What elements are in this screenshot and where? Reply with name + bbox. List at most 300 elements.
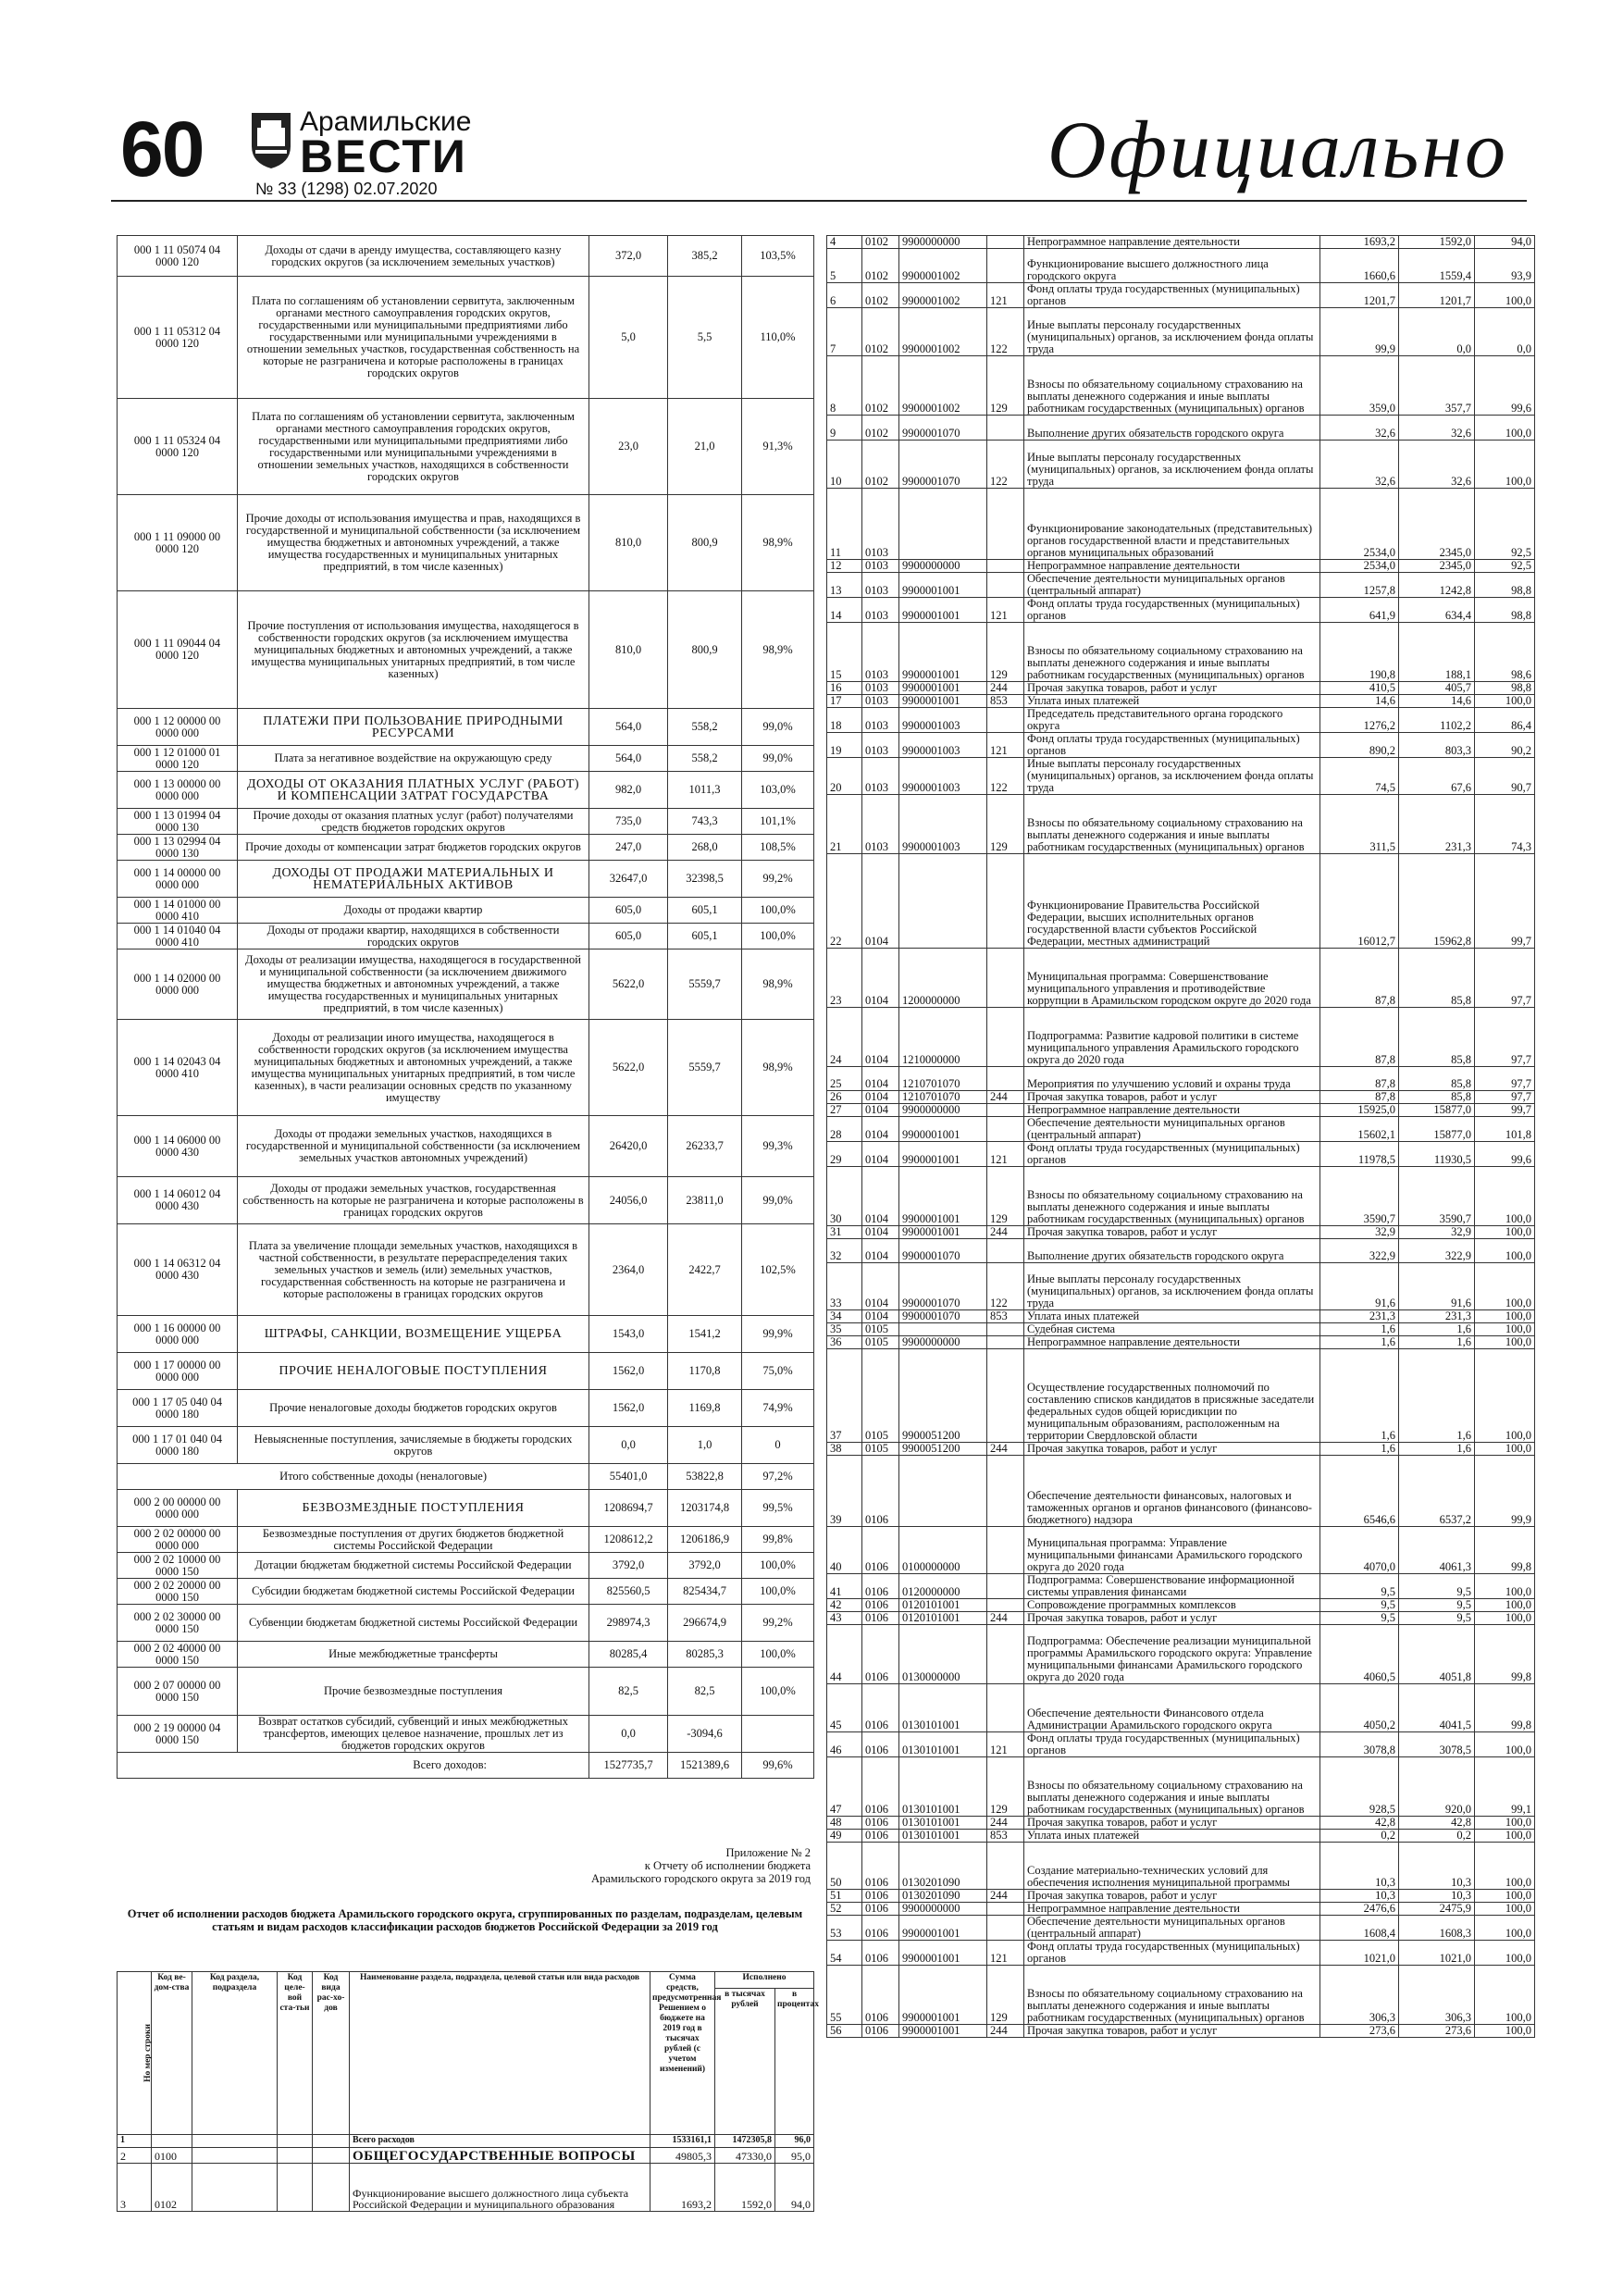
expense-sum: 2534,0 [1320,489,1399,560]
income-percent: 100,0% [742,924,814,949]
expense-executed: 1,6 [1399,1349,1475,1443]
expense-name: Обеспечение деятельности муниципальных органов (центральный аппарат) [1024,1117,1320,1142]
expense-cs-code: 9900000000 [899,560,987,573]
expense-row [827,695,1535,708]
expense-row [827,1167,1535,1226]
expense-razdel-code: 0103 [862,795,899,854]
expense-vr-code: 129 [987,1757,1024,1817]
expense-executed: 85,8 [1399,949,1475,1008]
expense-vr-code: 129 [987,623,1024,682]
expense-row [827,1890,1535,1903]
expense-vr-code [987,949,1024,1008]
income-plan: 55401,0 [589,1464,668,1490]
expense-cs-code: 9900001001 [899,598,987,623]
income-name: Прочие доходы от оказания платных услуг (работ) получателями средств бюджетов городских округов [238,809,589,835]
expense-name: Фонд оплаты труда государственных (муниципальных) органов [1024,598,1320,623]
expense-executed: 47330,0 [715,2147,775,2163]
expense-razdel-code: 0104 [862,1239,899,1263]
income-code: 000 1 17 00000 00 0000 000 [118,1353,238,1390]
income-fact: 26233,7 [668,1116,742,1177]
expense-row [827,1456,1535,1527]
income-code: 000 1 14 02000 00 0000 000 [118,949,238,1020]
income-code: 000 1 12 01000 01 0000 120 [118,746,238,772]
expense-cs-code: 9900001001 [899,1966,987,2025]
income-table [117,235,814,1779]
expense-executed: 803,3 [1399,733,1475,758]
expense-percent: 99,7 [1475,854,1535,949]
expense-row [827,1117,1535,1142]
expense-number: 2 [118,2147,152,2163]
expense-row [827,1941,1535,1966]
expense-name: Функционирование законодательных (представительных) органов государственной власти и представительных органов муниципальных образований [1024,489,1320,560]
expense-name: Сопровождение программных комплексов [1024,1599,1320,1612]
income-fact: 2422,7 [668,1224,742,1316]
expense-row [827,1843,1535,1890]
expense-razdel-code: 0104 [862,1310,899,1323]
expense-executed: 1472305,8 [715,2135,775,2148]
expenses-table-right [826,235,1535,2038]
income-row [118,1177,814,1224]
expense-razdel-code: 0104 [862,1142,899,1167]
income-fact: 558,2 [668,709,742,746]
expense-razdel-code: 0106 [862,1456,899,1527]
expense-razdel-code: 0104 [862,1067,899,1091]
expense-vr-code: 121 [987,598,1024,623]
expense-row [827,249,1535,283]
income-code: 000 2 19 00000 04 0000 150 [118,1716,238,1753]
expense-row [827,1091,1535,1104]
expense-sum: 306,3 [1320,1966,1399,2025]
expense-sum: 14,6 [1320,695,1399,708]
expense-percent: 74,3 [1475,795,1535,854]
expense-razdel-code: 0104 [862,949,899,1008]
expense-executed: 3078,5 [1399,1732,1475,1757]
expense-number: 20 [827,758,862,795]
expense-sum: 9,5 [1320,1574,1399,1599]
expense-executed: 306,3 [1399,1966,1475,2025]
expense-percent: 0,0 [1475,308,1535,356]
expense-vr-code [987,1239,1024,1263]
expense-executed: 1201,7 [1399,283,1475,308]
expense-number: 24 [827,1008,862,1067]
expense-number: 9 [827,416,862,441]
expense-number: 54 [827,1941,862,1966]
expense-vr-code [987,1527,1024,1574]
expense-percent: 99,1 [1475,1757,1535,1817]
income-code: 000 1 17 01 040 04 0000 180 [118,1427,238,1464]
expense-number: 17 [827,695,862,708]
income-name: ПЛАТЕЖИ ПРИ ПОЛЬЗОВАНИЕ ПРИРОДНЫМИ РЕСУРСАМИ [238,709,589,746]
income-name: Доходы от сдачи в аренду имущества, составляющего казну городских округов (за исключением земельных участков) [238,236,589,277]
expense-executed: 1592,0 [1399,236,1475,249]
income-percent: 103,5% [742,236,814,277]
expense-number: 8 [827,356,862,416]
expense-vr-code [987,560,1024,573]
expense-name: Непрограммное направление деятельности [1024,560,1320,573]
expense-cs-code: 0130201090 [899,1843,987,1890]
expense-sum: 9,5 [1320,1612,1399,1625]
expense-name: Выполнение других обязательств городского округа [1024,1239,1320,1263]
income-plan: 298974,3 [589,1605,668,1642]
expense-name: Непрограммное направление деятельности [1024,236,1320,249]
expense-cs-code: 9900001070 [899,1263,987,1310]
expense-number: 55 [827,1966,862,2025]
expense-percent: 100,0 [1475,1843,1535,1890]
expense-razdel-code: 0104 [862,1117,899,1142]
expense-name: Взносы по обязательному социальному страхованию на выплаты денежного содержания и иные выплаты работникам государственных (муниципальных) органов [1024,1966,1320,2025]
income-row [118,898,814,924]
expense-executed: 32,6 [1399,441,1475,489]
income-row [118,1668,814,1716]
expense-razdel-code: 0104 [862,1008,899,1067]
expense-percent: 100,0 [1475,1226,1535,1239]
expense-sum: 1693,2 [650,2163,715,2211]
expense-ved-code: 0102 [152,2163,192,2211]
expense-row [827,1008,1535,1067]
income-plan: 605,0 [589,924,668,949]
income-name: ПРОЧИЕ НЕНАЛОГОВЫЕ ПОСТУПЛЕНИЯ [238,1353,589,1390]
income-fact: 1011,3 [668,772,742,809]
income-plan: 825560,5 [589,1579,668,1605]
expense-row [827,1310,1535,1323]
income-percent: 100,0% [742,898,814,924]
header-exec-pct: в процентах [775,1989,814,2135]
expense-sum: 16012,7 [1320,854,1399,949]
expense-number: 46 [827,1732,862,1757]
expense-sum: 9,5 [1320,1599,1399,1612]
income-name: Плата по соглашениям об установлении сервитута, заключенным органами местного самоуправления городских округов, государственными или муниципальными предприятиями либо государственными или муниципальными учреждениями в отношении земельных участков, государственная собственность на которые не разграничена и которые расположены в границах городских округов [238,277,589,399]
expense-row [827,573,1535,598]
expense-razdel-code: 0105 [862,1336,899,1349]
income-code: 000 2 02 20000 00 0000 150 [118,1579,238,1605]
expense-percent: 100,0 [1475,416,1535,441]
expense-cs-code: 9900001001 [899,1142,987,1167]
expense-sum: 32,6 [1320,416,1399,441]
income-plan: 810,0 [589,591,668,709]
income-fact: 21,0 [668,399,742,495]
expense-number: 47 [827,1757,862,1817]
expense-sum: 1201,7 [1320,283,1399,308]
income-percent: 100,0% [742,1642,814,1668]
income-code: 000 1 13 01994 04 0000 130 [118,809,238,835]
expense-vr-code [987,1104,1024,1117]
expense-cs-code: 9900001070 [899,1310,987,1323]
income-fact: 3792,0 [668,1553,742,1579]
income-fact: 605,1 [668,924,742,949]
expense-sum: 641,9 [1320,598,1399,623]
expense-cs-code: 9900001001 [899,623,987,682]
expense-vr-code: 244 [987,1226,1024,1239]
expense-vr-code [987,1843,1024,1890]
income-percent: 99,6% [742,1753,814,1779]
expense-executed: 10,3 [1399,1843,1475,1890]
page-number: 60 [120,105,204,192]
expense-vr-code [987,1574,1024,1599]
expense-razdel-code: 0106 [862,1612,899,1625]
income-percent: 98,9% [742,1020,814,1116]
income-plan: 24056,0 [589,1177,668,1224]
expense-cs-code: 0130101001 [899,1830,987,1843]
expense-cs-code: 9900001002 [899,356,987,416]
expense-sum: 322,9 [1320,1239,1399,1263]
expense-razdel-code: 0104 [862,1167,899,1226]
expense-row [827,283,1535,308]
expense-name: Обеспечение деятельности Финансового отдела Администрации Арамильского городского округа [1024,1684,1320,1732]
expense-row [827,1732,1535,1757]
income-row [118,861,814,898]
expense-executed: 91,6 [1399,1263,1475,1310]
income-fact: 1521389,6 [668,1753,742,1779]
expense-executed: 231,3 [1399,1310,1475,1323]
expense-razdel-code: 0104 [862,1091,899,1104]
expense-cs-code: 0130101001 [899,1684,987,1732]
expense-razdel-code: 0104 [862,854,899,949]
income-code: 000 2 02 00000 00 0000 000 [118,1527,238,1553]
expense-razdel-code: 0106 [862,1890,899,1903]
expense-executed: 4041,5 [1399,1684,1475,1732]
expense-cs-code: 9900001002 [899,308,987,356]
newspaper-logo [250,107,490,183]
expense-executed: 32,6 [1399,416,1475,441]
expense-name: Непрограммное направление деятельности [1024,1903,1320,1916]
expense-percent: 94,0 [1475,236,1535,249]
expense-cs-code [278,2147,313,2163]
expense-number: 7 [827,308,862,356]
expense-row [827,1527,1535,1574]
expense-vr-code: 244 [987,1612,1024,1625]
expense-vr-code: 129 [987,356,1024,416]
header-cs-code: Код целе-вой ста-тьи [278,1972,313,2135]
expense-vr-code [987,1599,1024,1612]
income-fact: 1203174,8 [668,1490,742,1527]
expense-executed: 42,8 [1399,1817,1475,1830]
expense-cs-code: 9900000000 [899,1903,987,1916]
expense-number: 40 [827,1527,862,1574]
issue-info: № 33 (1298) 02.07.2020 [255,180,438,198]
expense-number: 42 [827,1599,862,1612]
expense-vr-code [987,1625,1024,1684]
expense-razdel-code: 0103 [862,623,899,682]
expense-row [827,1599,1535,1612]
report-title: Отчет об исполнении расходов бюджета Арамильского городского округа, сгруппированных по разделам, подразделам, целевым статьям и видам расходов классификации расходов бюджетов Российской Федерации за 2019 год [127,1907,803,1933]
income-plan: 23,0 [589,399,668,495]
expense-row [827,1966,1535,2025]
expense-row [827,1817,1535,1830]
section-title: Официально [1047,105,1508,195]
expense-row [827,1349,1535,1443]
expense-vr-code [987,1903,1024,1916]
income-fact: 1206186,9 [668,1527,742,1553]
expense-sum: 32,6 [1320,441,1399,489]
expense-vr-code [313,2147,350,2163]
expense-cs-code: 9900001070 [899,416,987,441]
expense-name: Непрограммное направление деятельности [1024,1104,1320,1117]
income-row [118,1020,814,1116]
header-executed: Исполнено [715,1972,814,1989]
expense-percent: 100,0 [1475,1890,1535,1903]
expense-name: Осуществление государственных полномочий по составлению списков кандидатов в присяжные заседатели федеральных судов общей юрисдикции по муниципальным образованиям, расположенным на территории Свердловской области [1024,1349,1320,1443]
expense-sum: 1608,4 [1320,1916,1399,1941]
expense-name: Судебная система [1024,1323,1320,1336]
income-name: БЕЗВОЗМЕЗДНЫЕ ПОСТУПЛЕНИЯ [238,1490,589,1527]
expense-name: Прочая закупка товаров, работ и услуг [1024,1226,1320,1239]
expense-number: 1 [118,2135,152,2148]
income-name: Дотации бюджетам бюджетной системы Российской Федерации [238,1553,589,1579]
income-name: Прочие неналоговые доходы бюджетов городских округов [238,1390,589,1427]
expense-number: 3 [118,2163,152,2211]
expense-cs-code: 1210701070 [899,1091,987,1104]
expense-percent: 100,0 [1475,283,1535,308]
expense-sum: 273,6 [1320,2025,1399,2038]
expense-vr-code [987,1117,1024,1142]
expense-percent: 97,7 [1475,949,1535,1008]
expense-number: 15 [827,623,862,682]
expense-number: 18 [827,708,862,733]
expense-name: Фонд оплаты труда государственных (муниципальных) органов [1024,1941,1320,1966]
header-row-number: Но мер строки [118,1972,152,2135]
expense-percent: 100,0 [1475,1443,1535,1456]
expense-row [827,682,1535,695]
expense-name: Прочая закупка товаров, работ и услуг [1024,1443,1320,1456]
income-row [118,772,814,809]
expense-number: 45 [827,1684,862,1732]
expense-sum: 1021,0 [1320,1941,1399,1966]
expense-sum: 87,8 [1320,1008,1399,1067]
expense-row [827,1757,1535,1817]
income-percent: 99,0% [742,1177,814,1224]
expense-cs-code: 9900051200 [899,1349,987,1443]
income-name: ДОХОДЫ ОТ ПРОДАЖИ МАТЕРИАЛЬНЫХ И НЕМАТЕРИАЛЬНЫХ АКТИВОВ [238,861,589,898]
expense-number: 32 [827,1239,862,1263]
expense-name: Прочая закупка товаров, работ и услуг [1024,1817,1320,1830]
expense-sum: 49805,3 [650,2147,715,2163]
income-fact: 825434,7 [668,1579,742,1605]
income-code: 000 1 11 09000 00 0000 120 [118,495,238,591]
income-row [118,1553,814,1579]
expense-name: Иные выплаты персоналу государственных (муниципальных) органов, за исключением фонда оплаты труда [1024,758,1320,795]
expense-row [827,598,1535,623]
expense-executed: 3590,7 [1399,1167,1475,1226]
expense-number: 53 [827,1916,862,1941]
expense-vr-code [987,1456,1024,1527]
income-code: 000 1 14 06000 00 0000 430 [118,1116,238,1177]
expense-vr-code [987,1916,1024,1941]
expense-vr-code [987,708,1024,733]
header-vr-code: Код вида рас-хо-дов [313,1972,350,2135]
header-exec-rub: в тысячах рублей [715,1989,775,2135]
expense-percent: 96,0 [775,2135,814,2148]
expense-razdel-code: 0103 [862,682,899,695]
expense-name: Председатель представительного органа городского округа [1024,708,1320,733]
expense-executed: 14,6 [1399,695,1475,708]
expense-sum: 1693,2 [1320,236,1399,249]
expense-vr-code: 853 [987,1310,1024,1323]
income-row [118,1116,814,1177]
expense-razdel-code [192,2163,278,2211]
income-row [118,1716,814,1753]
expense-vr-code: 129 [987,1966,1024,2025]
expense-razdel-code: 0106 [862,1732,899,1757]
expense-row [827,416,1535,441]
income-name: Прочие доходы от использования имущества и прав, находящихся в государственной и муниципальной собственности (за исключением имущества бюджетных и автономных учреждений, а также имущества государственных и муниципальных унитарных предприятий, в том числе казенных) [238,495,589,591]
expense-sum: 91,6 [1320,1263,1399,1310]
expense-executed: 10,3 [1399,1890,1475,1903]
expense-number: 51 [827,1890,862,1903]
expense-sum: 87,8 [1320,1091,1399,1104]
expense-row [827,1612,1535,1625]
expense-razdel-code [192,2147,278,2163]
expense-executed: 9,5 [1399,1612,1475,1625]
income-fact: 605,1 [668,898,742,924]
expense-cs-code: 0130201090 [899,1890,987,1903]
expense-cs-code: 9900001003 [899,733,987,758]
expense-sum: 1,6 [1320,1349,1399,1443]
income-row [118,1427,814,1464]
income-code: 000 1 14 06312 04 0000 430 [118,1224,238,1316]
expense-sum: 928,5 [1320,1757,1399,1817]
expense-number: 11 [827,489,862,560]
income-code: 000 1 14 01000 00 0000 410 [118,898,238,924]
income-plan: 810,0 [589,495,668,591]
income-fact: 23811,0 [668,1177,742,1224]
income-fact: 1170,8 [668,1353,742,1390]
expense-number: 43 [827,1612,862,1625]
expense-number: 50 [827,1843,862,1890]
expense-razdel-code: 0106 [862,1599,899,1612]
expense-executed: 231,3 [1399,795,1475,854]
expense-name: Прочая закупка товаров, работ и услуг [1024,1091,1320,1104]
expense-percent: 94,0 [775,2163,814,2211]
expense-razdel-code: 0103 [862,708,899,733]
expense-row [827,1625,1535,1684]
logo-subtitle: Арамильские [300,106,472,137]
income-code: 000 1 16 00000 00 0000 000 [118,1316,238,1353]
income-plan: 1208612,2 [589,1527,668,1553]
income-code: 000 1 11 05324 04 0000 120 [118,399,238,495]
expense-ved-code: 0100 [152,2147,192,2163]
expense-percent: 100,0 [1475,1817,1535,1830]
expense-sum: 1533161,1 [650,2135,715,2148]
expense-vr-code: 121 [987,283,1024,308]
expense-row [827,356,1535,416]
expense-name: Взносы по обязательному социальному страхованию на выплаты денежного содержания и иные выплаты работникам государственных (муниципальных) органов [1024,795,1320,854]
income-percent [742,1716,814,1753]
expense-name: Обеспечение деятельности муниципальных органов (центральный аппарат) [1024,573,1320,598]
expense-number: 5 [827,249,862,283]
expense-name: Фонд оплаты труда государственных (муниципальных) органов [1024,1142,1320,1167]
income-row [118,1753,814,1779]
appendix-note [481,1846,811,1885]
income-percent: 99,9% [742,1316,814,1353]
income-fact: 558,2 [668,746,742,772]
income-code: 000 1 13 02994 04 0000 130 [118,835,238,861]
expense-ved-code [152,2135,192,2148]
expense-sum: 15602,1 [1320,1117,1399,1142]
income-fact: 80285,3 [668,1642,742,1668]
expense-name: Функционирование высшего должностного лица городского округа [1024,249,1320,283]
expense-cs-code: 0120101001 [899,1599,987,1612]
income-percent: 99,2% [742,1605,814,1642]
expense-vr-code [987,854,1024,949]
expense-cs-code: 9900000000 [899,1104,987,1117]
expense-sum: 42,8 [1320,1817,1399,1830]
appendix-line-2: к Отчету об исполнении бюджета [644,1859,811,1872]
expense-name: Прочая закупка товаров, работ и услуг [1024,1612,1320,1625]
income-name: ШТРАФЫ, САНКЦИИ, ВОЗМЕЩЕНИЕ УЩЕРБА [238,1316,589,1353]
expense-vr-code: 129 [987,795,1024,854]
expense-name: Фонд оплаты труда государственных (муниципальных) органов [1024,733,1320,758]
expense-razdel-code: 0102 [862,416,899,441]
